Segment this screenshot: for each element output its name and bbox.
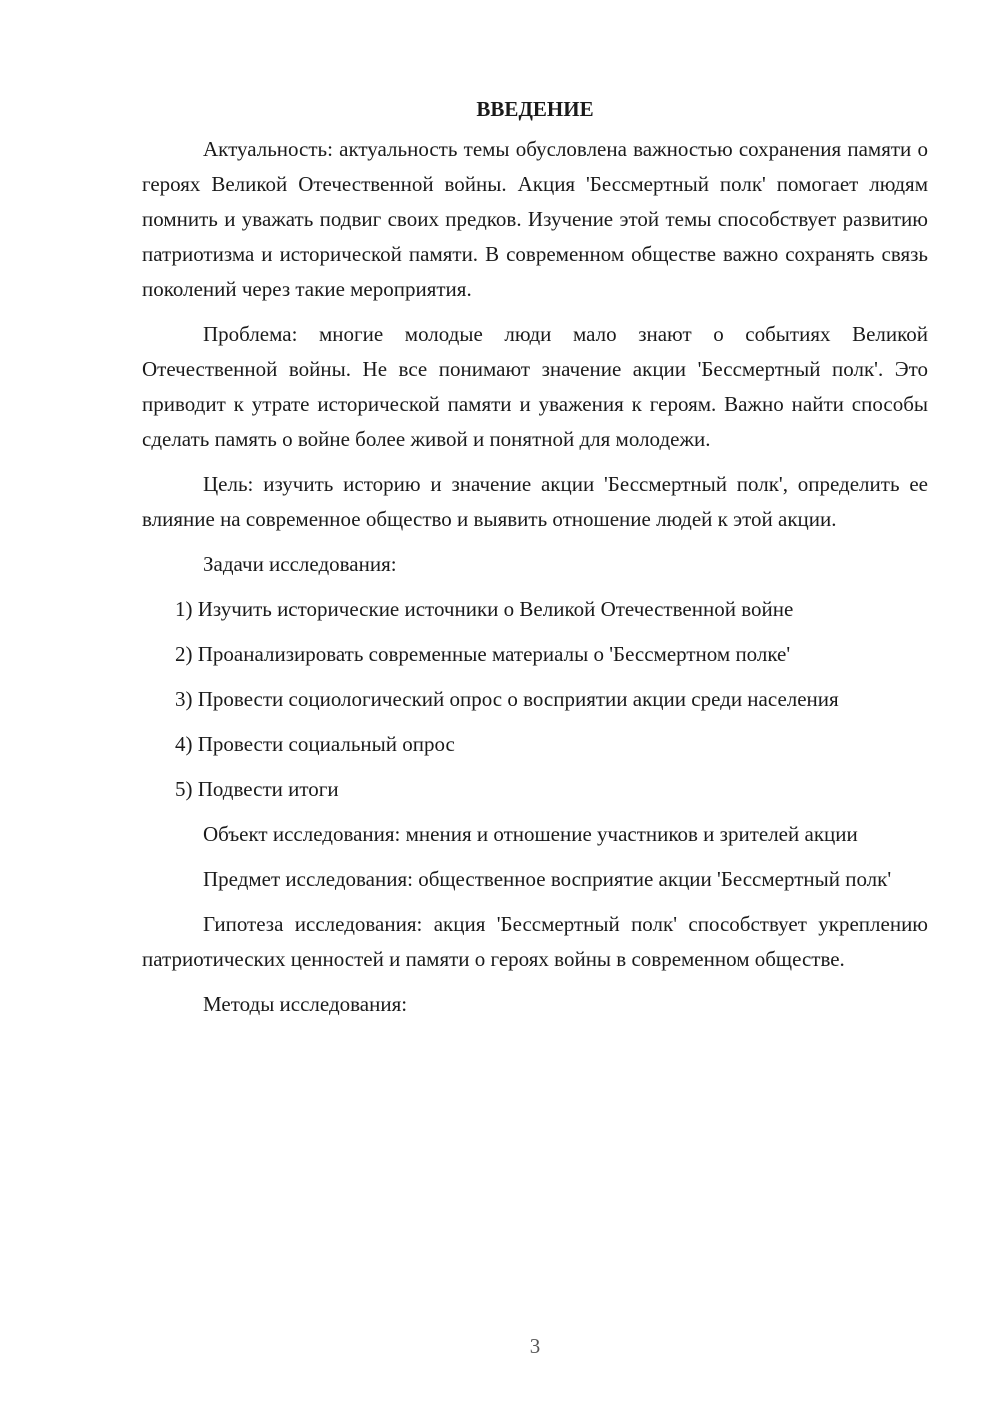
task-item-1: 1) Изучить исторические источники о Великой Отечественной войне	[175, 597, 794, 621]
paragraph-tasks-heading: Задачи исследования:	[203, 552, 397, 576]
task-item-3: 3) Провести социологический опрос о восприятии акции среди населения	[175, 687, 839, 711]
paragraph-relevance: Актуальность: актуальность темы обусловлена важностью сохранения памяти о героях Великой Отечественной войны. Акция 'Бессмертный полк' помогает людям помнить и уважать подвиг своих предков. Изучение этой темы способствует развитию патриотизма и исторической памяти. В современном обществе важно сохранять связь поколений через такие мероприятия.	[142, 137, 928, 301]
document-page	[142, 92, 928, 1032]
section-title: ВВЕДЕНИЕ	[476, 97, 594, 121]
paragraph-methods: Методы исследования:	[203, 992, 408, 1016]
task-item-5: 5) Подвести итоги	[175, 777, 339, 801]
task-item-2: 2) Проанализировать современные материалы о 'Бессмертном полке'	[175, 642, 791, 666]
paragraph-goal: Цель: изучить историю и значение акции 'Бессмертный полк', определить ее влияние на современное общество и выявить отношение людей к этой акции.	[142, 472, 928, 531]
paragraph-object: Объект исследования: мнения и отношение участников и зрителей акции	[203, 822, 858, 846]
page-number: 3	[529, 1334, 541, 1358]
paragraph-problem: Проблема: многие молодые люди мало знают о событиях Великой Отечественной войны. Не все понимают значение акции 'Бессмертный полк'. Это приводит к утрате исторической памяти и уважения к героям. Важно найти способы сделать память о войне более живой и понятной для молодежи.	[142, 322, 928, 451]
task-item-4: 4) Провести социальный опрос	[175, 732, 455, 756]
paragraph-hypothesis: Гипотеза исследования: акция 'Бессмертный полк' способствует укреплению патриотических ценностей и памяти о героях войны в современном обществе.	[142, 912, 928, 971]
paragraph-subject: Предмет исследования: общественное восприятие акции 'Бессмертный полк'	[203, 867, 892, 891]
